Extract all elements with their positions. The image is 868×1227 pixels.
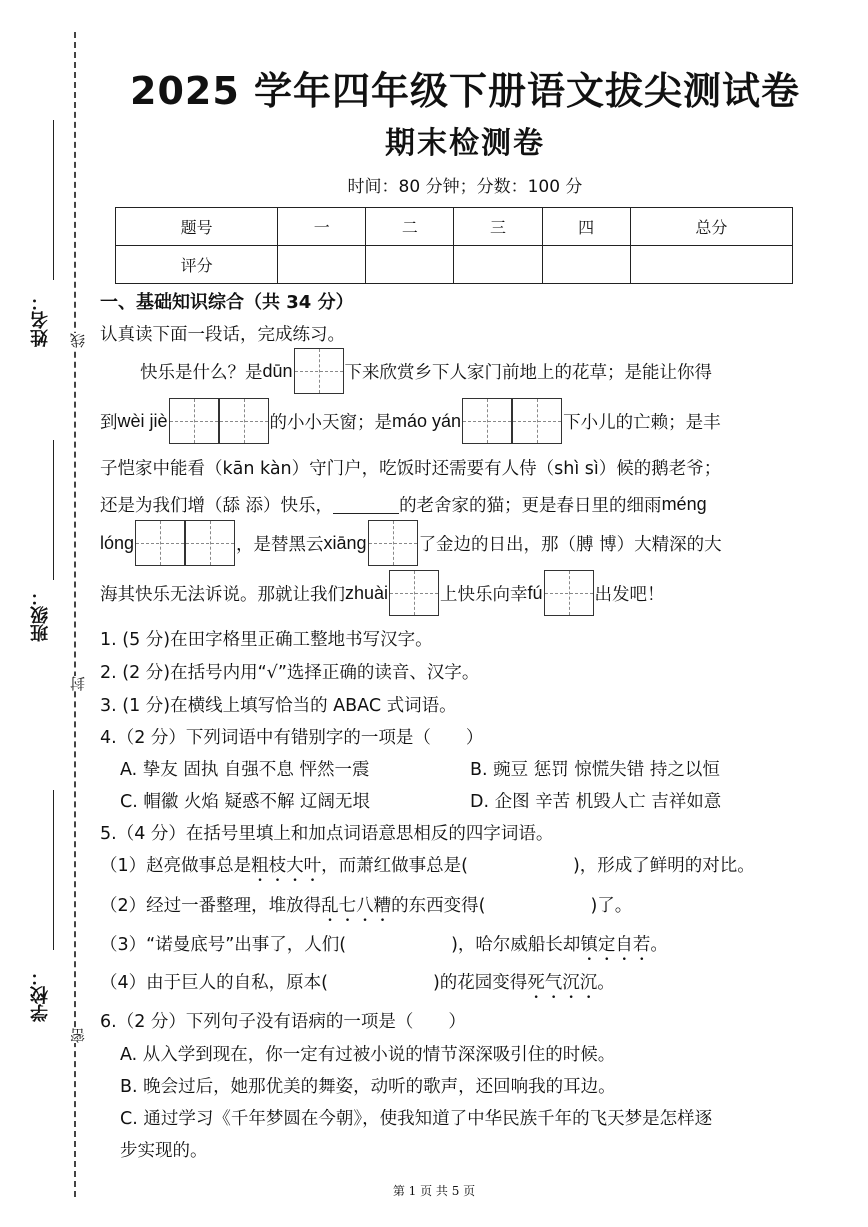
dotted-word: 粗枝大叶 — [251, 856, 322, 876]
pinyin: méng — [661, 493, 707, 514]
pinyin: zhuài — [345, 582, 389, 603]
tianzige-box[interactable] — [135, 520, 185, 566]
question-5: 5.（4 分）在括号里填上和加点词语意思相反的四字词语。 — [100, 824, 554, 844]
abac-blank[interactable] — [333, 495, 399, 514]
passage-text: 的老舍家的猫；更是春日里的细雨 — [399, 495, 662, 516]
pinyin: lóng — [100, 532, 135, 553]
score-table-header: 题号 — [116, 208, 278, 246]
q5-item-2 — [100, 892, 632, 926]
passage-line-2 — [100, 398, 721, 444]
question-1: 1. (5 分)在田字格里正确工整地书写汉字。 — [100, 630, 433, 650]
question-3: 3. (1 分)在横线上填写恰当的 ABAC 式词语。 — [100, 696, 457, 716]
q5-item-1 — [100, 852, 755, 886]
passage-line-6 — [100, 570, 665, 616]
passage-text: 出发吧！ — [594, 584, 665, 605]
q6-option-b[interactable]: B. 晚会过后，她那优美的舞姿，动听的歌声，还回响我的耳边。 — [120, 1077, 616, 1097]
question-6: 6.（2 分）下列句子没有语病的一项是（ ） — [100, 1012, 466, 1032]
cut-mark-xian: 线 — [69, 333, 87, 348]
q5-item-4 — [100, 969, 615, 1003]
pinyin: dūn — [262, 360, 293, 381]
q4-option-a[interactable]: A. 挚友 固执 自强不息 怦然一震 — [120, 760, 370, 780]
passage-text: 子恺家中能看（kān kàn）守门户，吃饭时还需要有人侍（shì sì）候的鹅老爷； — [100, 458, 722, 479]
passage-text: 到 — [100, 412, 118, 433]
passage-text: 快乐是什么？是 — [140, 362, 263, 383]
passage-text: 海其快乐无法诉说。那就让我们 — [100, 584, 345, 605]
passage-text: 下小儿的亡赖；是丰 — [563, 412, 721, 433]
dotted-word: 镇定自若 — [580, 935, 651, 955]
q6-option-c-cont: 步实现的。 — [120, 1141, 208, 1161]
score-cell[interactable] — [366, 246, 454, 284]
q5-text: （4）由于巨人的自私，原本( )的花园变得 — [100, 973, 528, 993]
exam-info: 时间：80 分钟；分数：100 分 — [347, 177, 583, 197]
tianzige-box[interactable] — [169, 398, 219, 444]
passage-text: 下来欣赏乡下人家门前地上的花草；是能让你得 — [344, 362, 713, 383]
q5-text: ，而萧红做事总是( )，形成了鲜明的对比。 — [321, 856, 755, 876]
q4-option-d[interactable]: D. 企图 辛苦 机毁人亡 吉祥如意 — [470, 792, 722, 812]
tianzige-box[interactable] — [544, 570, 594, 616]
score-table-header-row — [116, 208, 793, 246]
name-write-line — [53, 120, 54, 280]
q5-item-3 — [100, 931, 668, 965]
cut-mark-feng: 封 — [69, 676, 87, 691]
page-subtitle: 期末检测卷 — [385, 126, 545, 161]
passage-text: 了金边的日出，那（膊 博）大精深的大 — [418, 534, 722, 555]
score-table-score-row — [116, 246, 793, 284]
tianzige-box[interactable] — [389, 570, 439, 616]
q5-text: （1）赵亮做事总是 — [100, 856, 252, 876]
q4-option-c[interactable]: C. 帽徽 火焰 疑惑不解 辽阔无垠 — [120, 792, 371, 812]
passage-text: 的小小天窗；是 — [269, 412, 393, 433]
score-cell[interactable] — [454, 246, 542, 284]
score-col-total: 总分 — [630, 208, 792, 246]
question-4: 4.（2 分）下列词语中有错别字的一项是（ ） — [100, 728, 484, 748]
passage-line-3 — [100, 456, 721, 478]
tianzige-box[interactable] — [219, 398, 269, 444]
score-cell[interactable] — [278, 246, 366, 284]
score-cell[interactable] — [542, 246, 630, 284]
page-footer: 第 1 页 共 5 页 — [392, 1184, 476, 1198]
score-col-2: 二 — [366, 208, 454, 246]
score-col-1: 一 — [278, 208, 366, 246]
tianzige-box[interactable] — [185, 520, 235, 566]
passage — [100, 348, 816, 620]
score-cell[interactable] — [630, 246, 792, 284]
school-label: 学校： — [30, 968, 51, 1022]
school-write-line — [53, 790, 54, 950]
q6-option-a[interactable]: A. 从入学到现在，你一定有过被小说的情节深深吸引住的时候。 — [120, 1045, 616, 1065]
pinyin: xiāng — [323, 532, 367, 553]
q5-text: 的东西变得( )了。 — [391, 896, 633, 916]
tianzige-box[interactable] — [294, 348, 344, 394]
q4-option-b[interactable]: B. 豌豆 惩罚 惊慌失错 持之以恒 — [470, 760, 720, 780]
q5-text: 。 — [597, 973, 615, 993]
score-row-label: 评分 — [116, 246, 278, 284]
dotted-word: 乱七八糟 — [321, 896, 392, 916]
tianzige-box[interactable] — [462, 398, 512, 444]
q6-option-c[interactable]: C. 通过学习《千年梦圆在今朝》，使我知道了中华民族千年的飞天梦是怎样逐 — [120, 1109, 713, 1129]
passage-line-1 — [140, 348, 712, 394]
q5-text: 。 — [650, 935, 668, 955]
question-2: 2. (2 分)在括号内用“√”选择正确的读音、汉字。 — [100, 663, 480, 683]
binding-dashed-line — [74, 32, 76, 1197]
page-title: 2025 学年四年级下册语文拔尖测试卷 — [130, 69, 800, 113]
passage-text: ，是替黑云 — [236, 534, 324, 555]
dotted-word: 死气沉沉 — [527, 973, 598, 993]
class-write-line — [53, 440, 54, 580]
passage-line-4 — [100, 493, 707, 515]
score-col-4: 四 — [542, 208, 630, 246]
class-label: 班级： — [30, 588, 51, 642]
score-col-3: 三 — [454, 208, 542, 246]
instruction: 认真读下面一段话，完成练习。 — [100, 325, 345, 345]
pinyin: máo yán — [392, 410, 462, 431]
tianzige-box[interactable] — [368, 520, 418, 566]
score-table — [115, 207, 793, 284]
passage-text: 还是为我们增（舔 添）快乐， — [100, 495, 334, 516]
name-label: 姓名： — [30, 293, 51, 347]
pinyin: fú — [527, 582, 543, 603]
pinyin: wèi jiè — [117, 410, 168, 431]
passage-line-5 — [100, 520, 722, 566]
section-heading: 一、基础知识综合（共 34 分） — [100, 292, 354, 313]
q5-text: （3）“诺曼底号”出事了，人们( )，哈尔威船长却 — [100, 935, 581, 955]
passage-text: 上快乐向幸 — [440, 584, 528, 605]
q5-text: （2）经过一番整理，堆放得 — [100, 896, 322, 916]
tianzige-box[interactable] — [512, 398, 562, 444]
cut-mark-mi: 密 — [69, 1028, 87, 1043]
